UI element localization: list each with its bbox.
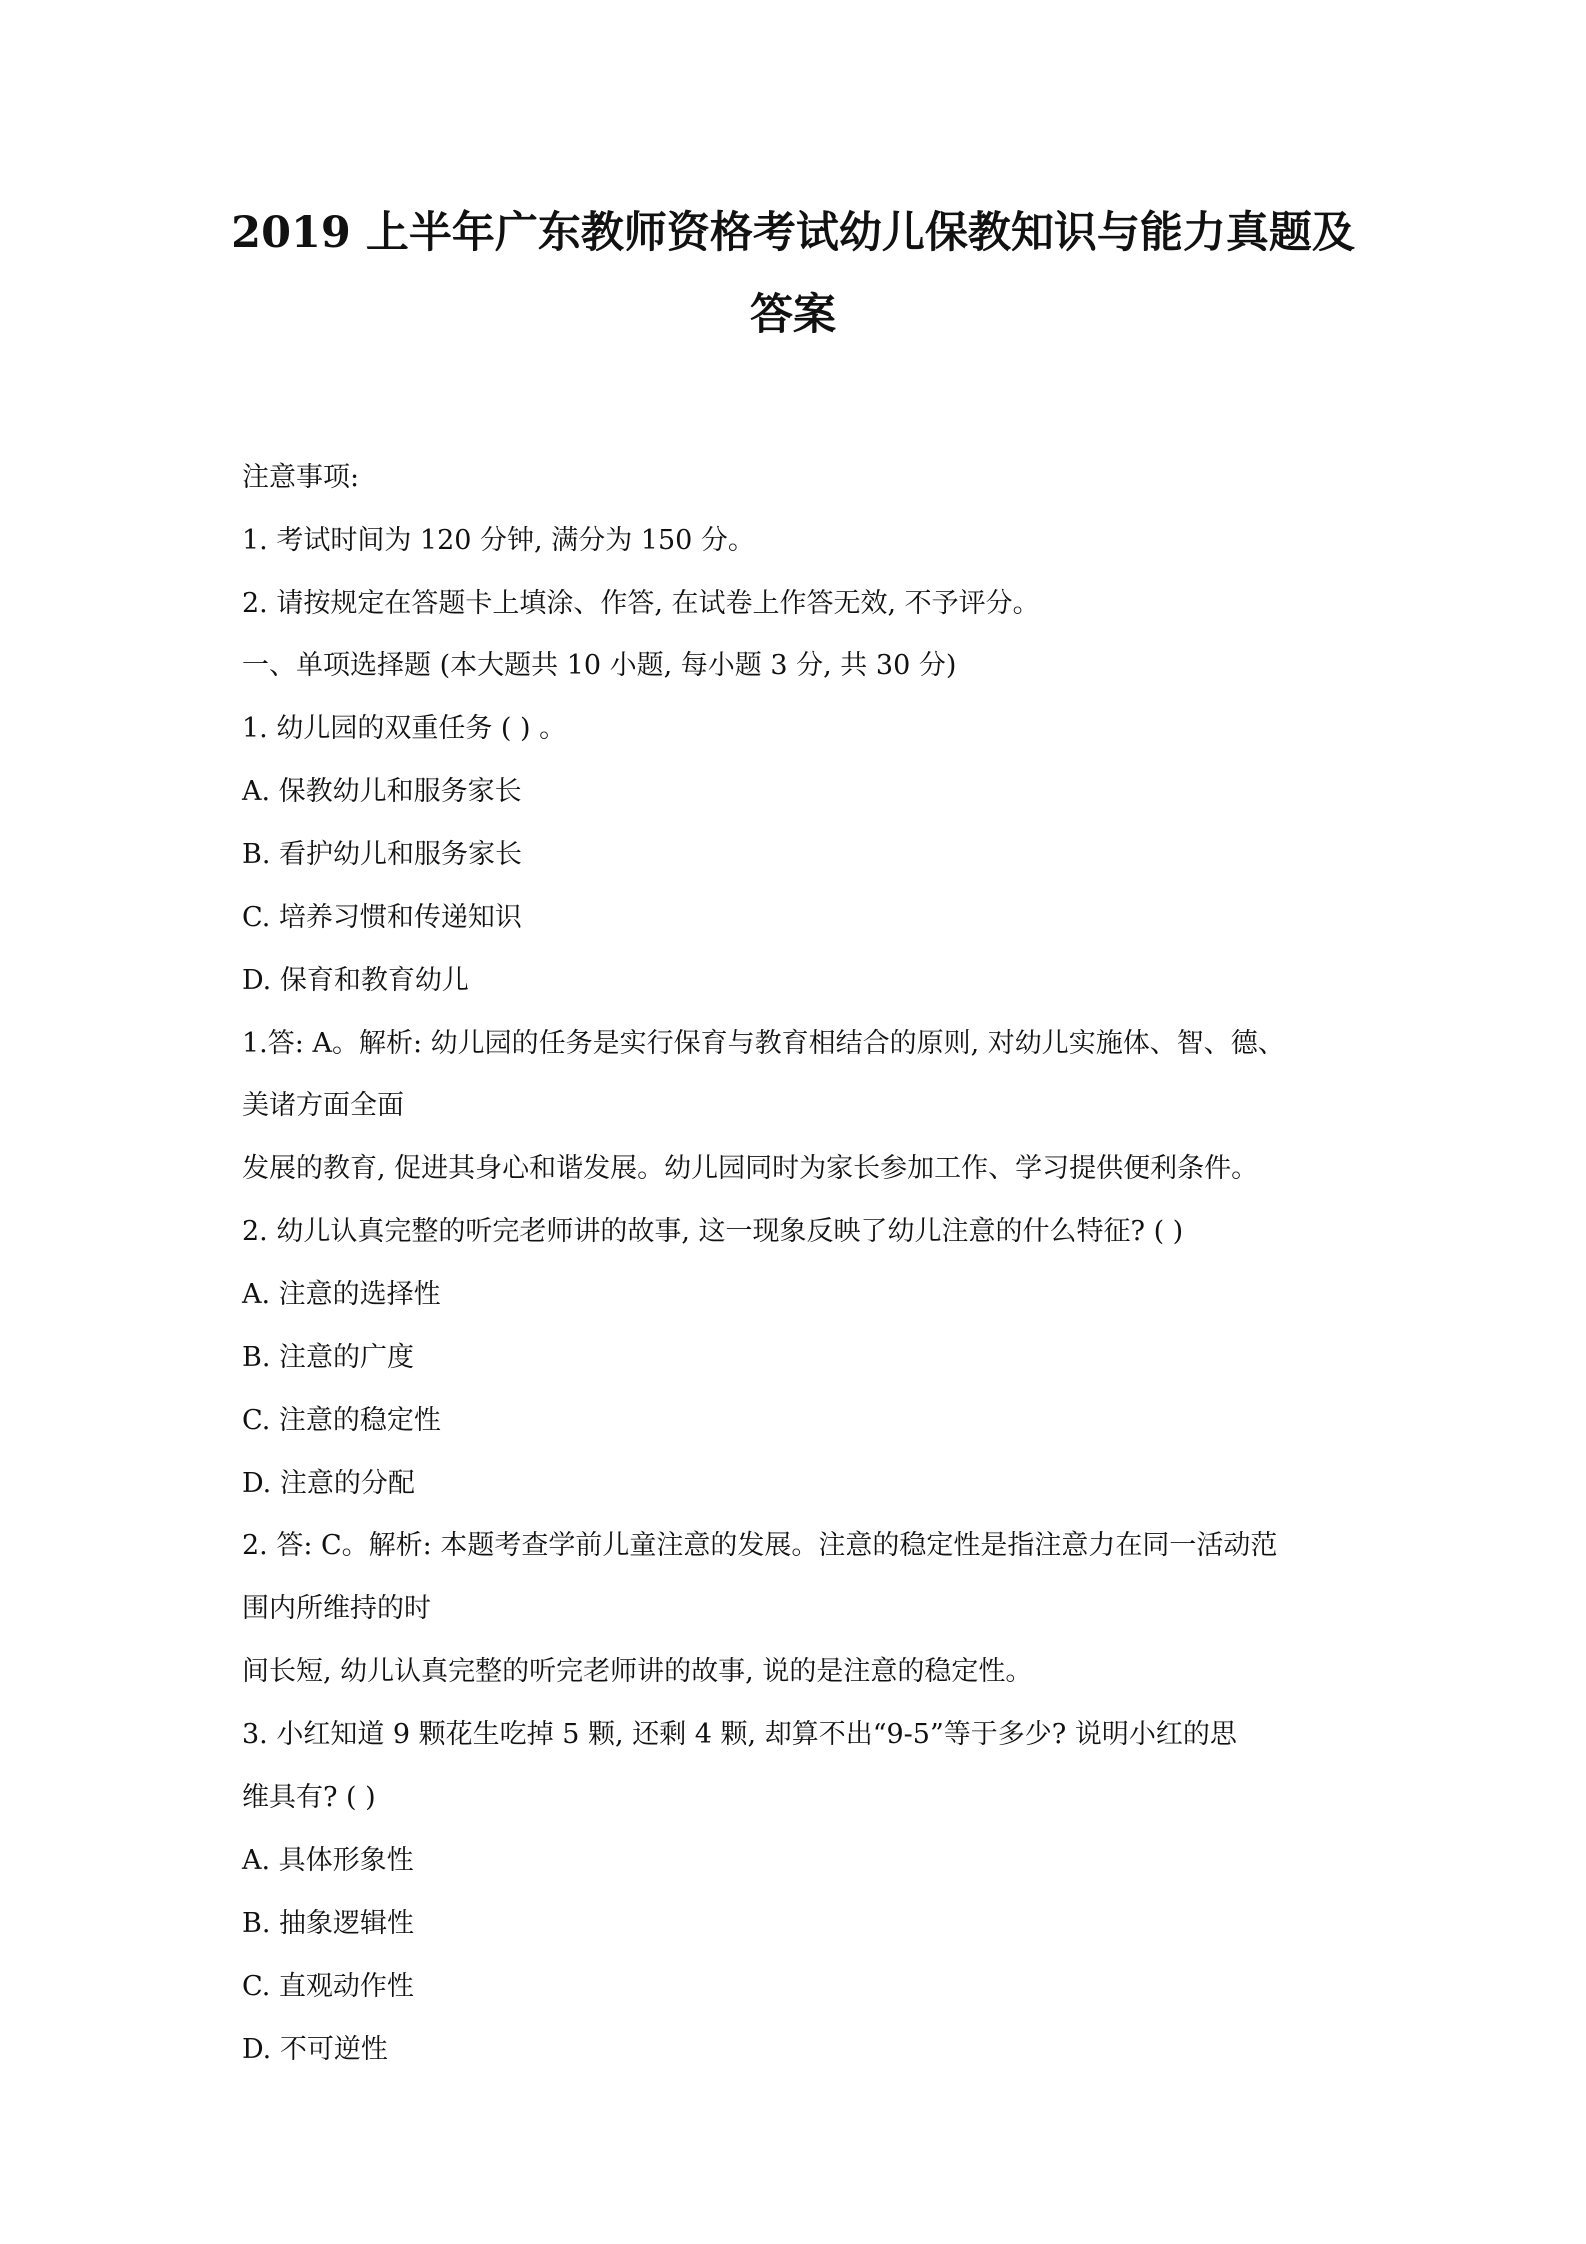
answer-option: B. 注意的广度 bbox=[242, 1342, 415, 1373]
answer-option: B. 看护幼儿和服务家长 bbox=[242, 839, 523, 870]
answer-option: C. 培养习惯和传递知识 bbox=[242, 902, 522, 933]
answer-option: B. 抽象逻辑性 bbox=[242, 1908, 415, 1939]
notice-item: 1. 考试时间为 120 分钟, 满分为 150 分。 bbox=[242, 525, 755, 556]
notice-heading: 注意事项: bbox=[242, 462, 360, 493]
question-stem: 3. 小红知道 9 颗花生吃掉 5 颗, 还剩 4 颗, 却算不出“9-5”等于多少? 说明小红的思 bbox=[242, 1719, 1237, 1750]
document-title-line-2: 答案 bbox=[750, 290, 836, 340]
answer-option: A. 具体形象性 bbox=[242, 1845, 414, 1876]
answer-option: D. 保育和教育幼儿 bbox=[242, 965, 469, 996]
answer-explanation: 2. 答: C。解析: 本题考查学前儿童注意的发展。注意的稳定性是指注意力在同一活动范 bbox=[242, 1530, 1278, 1561]
answer-option: D. 注意的分配 bbox=[242, 1468, 415, 1499]
section-heading: 一、单项选择题 (本大题共 10 小题, 每小题 3 分, 共 30 分) bbox=[242, 650, 957, 681]
document-title-line-1: 2019 上半年广东教师资格考试幼儿保教知识与能力真题及 bbox=[231, 208, 1355, 258]
answer-explanation: 围内所维持的时 bbox=[242, 1593, 431, 1624]
question-stem: 2. 幼儿认真完整的听完老师讲的故事, 这一现象反映了幼儿注意的什么特征? ( ) bbox=[242, 1216, 1184, 1247]
answer-explanation: 发展的教育, 促进其身心和谐发展。幼儿园同时为家长参加工作、学习提供便利条件。 bbox=[242, 1153, 1259, 1184]
answer-option: C. 注意的稳定性 bbox=[242, 1405, 441, 1436]
answer-explanation: 间长短, 幼儿认真完整的听完老师讲的故事, 说的是注意的稳定性。 bbox=[242, 1656, 1033, 1687]
answer-explanation: 1.答: A。解析: 幼儿园的任务是实行保育与教育相结合的原则, 对幼儿实施体、智、德、 bbox=[242, 1028, 1285, 1059]
answer-option: A. 保教幼儿和服务家长 bbox=[242, 776, 522, 807]
question-stem: 1. 幼儿园的双重任务 ( ) 。 bbox=[242, 713, 567, 744]
question-stem: 维具有? ( ) bbox=[242, 1782, 376, 1813]
answer-option: C. 直观动作性 bbox=[242, 1971, 414, 2002]
answer-explanation: 美诸方面全面 bbox=[242, 1090, 404, 1121]
notice-item: 2. 请按规定在答题卡上填涂、作答, 在试卷上作答无效, 不予评分。 bbox=[242, 588, 1040, 619]
answer-option: A. 注意的选择性 bbox=[242, 1279, 441, 1310]
answer-option: D. 不可逆性 bbox=[242, 2034, 388, 2065]
